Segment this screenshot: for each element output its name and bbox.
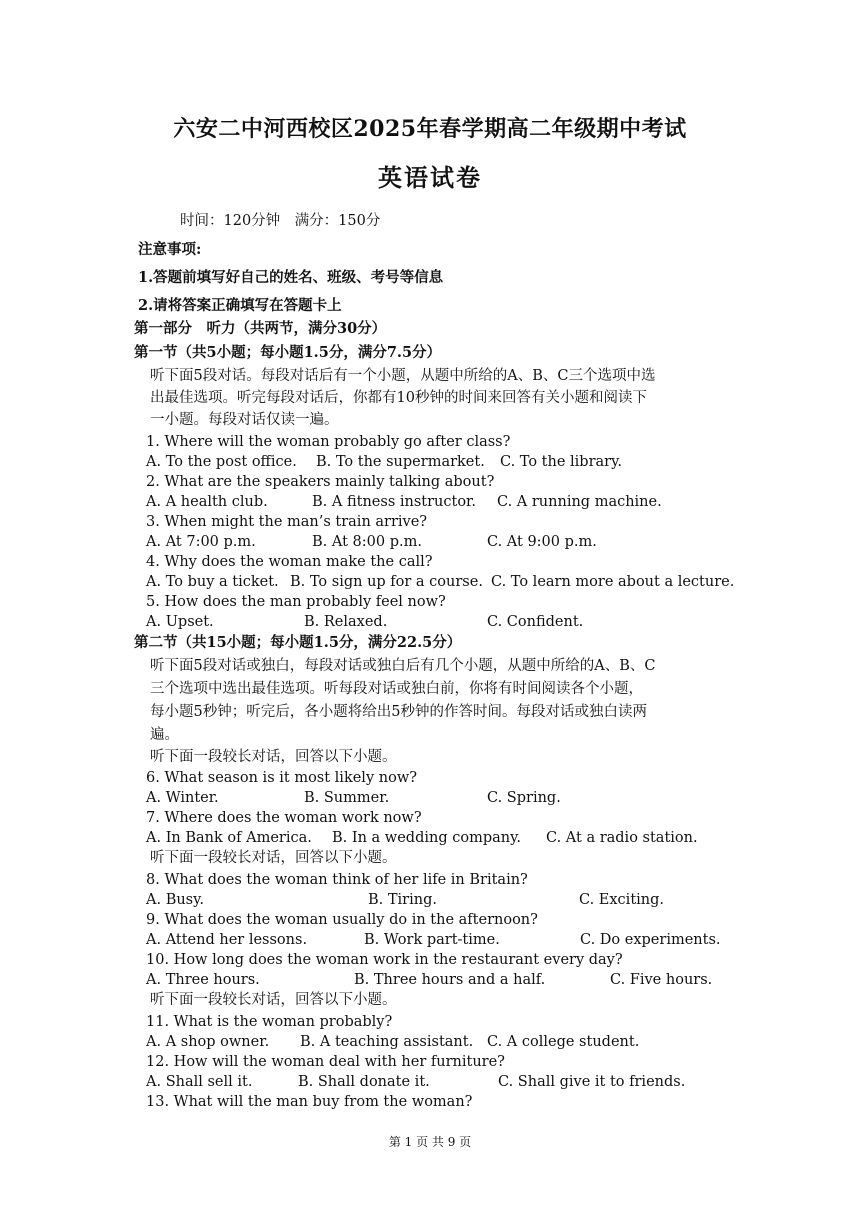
option-a: A. To buy a ticket. [146, 574, 279, 590]
long-dialog-note: 听下面一段较长对话，回答以下小题。 [150, 992, 397, 1008]
long-dialog-note: 听下面一段较长对话，回答以下小题。 [150, 749, 397, 765]
question-text: 8. What does the woman think of her life in Britain? [146, 872, 528, 888]
section1-instr-line: 听下面5段对话。每段对话后有一个小题，从题中所给的A、B、C三个选项中选 [150, 368, 656, 384]
option-b: B. A teaching assistant. [300, 1034, 474, 1050]
option-b: B. Work part-time. [364, 932, 500, 948]
page-footer: 第 1 页 共 9 页 [388, 1135, 472, 1149]
option-a: A. A health club. [146, 494, 268, 510]
question-text: 2. What are the speakers mainly talking about? [146, 474, 495, 490]
section1-instr-line: 一小题。每段对话仅读一遍。 [150, 412, 339, 428]
option-a: A. Upset. [146, 614, 214, 630]
exam-title: 六安二中河西校区2025年春学期高二年级期中考试 [173, 116, 687, 142]
question-text: 11. What is the woman probably? [146, 1014, 393, 1030]
question-text: 1. Where will the woman probably go after class? [146, 434, 511, 450]
option-b: B. A fitness instructor. [312, 494, 477, 510]
option-a: A. Three hours. [146, 972, 260, 988]
notes-item-2: 2.请将答案正确填写在答题卡上 [138, 297, 342, 314]
section1-instr-line: 出最佳选项。听完每段对话后，你都有10秒钟的时间来回答有关小题和阅读下 [150, 390, 647, 406]
option-c: C. Five hours. [610, 972, 713, 988]
option-b: B. In a wedding company. [332, 830, 521, 846]
option-b: B. Summer. [304, 790, 390, 806]
option-b: B. Shall donate it. [298, 1074, 430, 1090]
option-c: C. To learn more about a lecture. [491, 574, 735, 590]
option-c: C. At a radio station. [546, 830, 698, 846]
option-b: B. Tiring. [368, 892, 437, 908]
question-text: 10. How long does the woman work in the restaurant every day? [146, 952, 623, 968]
section2-instr-line: 听下面5段对话或独白，每段对话或独白后有几个小题，从题中所给的A、B、C [150, 658, 656, 674]
section2-instr-line: 三个选项中选出最佳选项。听每段对话或独白前，你将有时间阅读各个小题， [150, 681, 643, 697]
option-a: A. A shop owner. [146, 1034, 270, 1050]
long-dialog-note: 听下面一段较长对话，回答以下小题。 [150, 850, 397, 866]
section2-heading: 第二节（共15小题；每小题1.5分，满分22.5分） [134, 634, 462, 651]
question-text: 7. Where does the woman work now? [146, 810, 422, 826]
option-b: B. To the supermarket. [316, 454, 485, 470]
option-a: A. To the post office. [146, 454, 297, 470]
question-text: 3. When might the man’s train arrive? [146, 514, 428, 530]
option-b: B. Three hours and a half. [354, 972, 546, 988]
question-text: 9. What does the woman usually do in the afternoon? [146, 912, 538, 928]
notes-heading: 注意事项: [138, 241, 202, 258]
section2-instr-line: 每小题5秒钟；听完后，各小题将给出5秒钟的作答时间。每段对话或独白读两 [150, 704, 647, 720]
option-a: A. In Bank of America. [146, 830, 312, 846]
option-b: B. Relaxed. [304, 614, 388, 630]
exam-subtitle: 英语试卷 [378, 163, 482, 192]
option-a: A. Winter. [146, 790, 219, 806]
option-a: A. At 7:00 p.m. [146, 534, 256, 550]
option-b: B. To sign up for a course. [290, 574, 483, 590]
question-text: 4. Why does the woman make the call? [146, 554, 433, 570]
notes-item-1: 1.答题前填写好自己的姓名、班级、考号等信息 [138, 269, 444, 286]
option-c: C. At 9:00 p.m. [487, 534, 597, 550]
option-b: B. At 8:00 p.m. [312, 534, 422, 550]
option-c: C. Exciting. [579, 892, 665, 908]
option-a: A. Busy. [146, 892, 204, 908]
section1-heading: 第一节（共5小题；每小题1.5分，满分7.5分） [134, 344, 442, 361]
option-c: C. Spring. [487, 790, 561, 806]
question-text: 13. What will the man buy from the woman? [146, 1094, 473, 1110]
option-a: A. Shall sell it. [146, 1074, 253, 1090]
option-c: C. To the library. [500, 454, 622, 470]
part1-heading: 第一部分 听力（共两节，满分30分） [134, 320, 387, 337]
option-c: C. A college student. [487, 1034, 640, 1050]
time-score: 时间：120分钟 满分：150分 [180, 213, 381, 229]
option-c: C. Do experiments. [580, 932, 721, 948]
option-c: C. Confident. [487, 614, 584, 630]
question-text: 6. What season is it most likely now? [146, 770, 418, 786]
question-text: 5. How does the man probably feel now? [146, 594, 446, 610]
question-text: 12. How will the woman deal with her furniture? [146, 1054, 505, 1070]
option-c: C. Shall give it to friends. [498, 1074, 686, 1090]
option-c: C. A running machine. [497, 494, 662, 510]
option-a: A. Attend her lessons. [146, 932, 308, 948]
section2-instr-line: 遍。 [150, 727, 179, 743]
